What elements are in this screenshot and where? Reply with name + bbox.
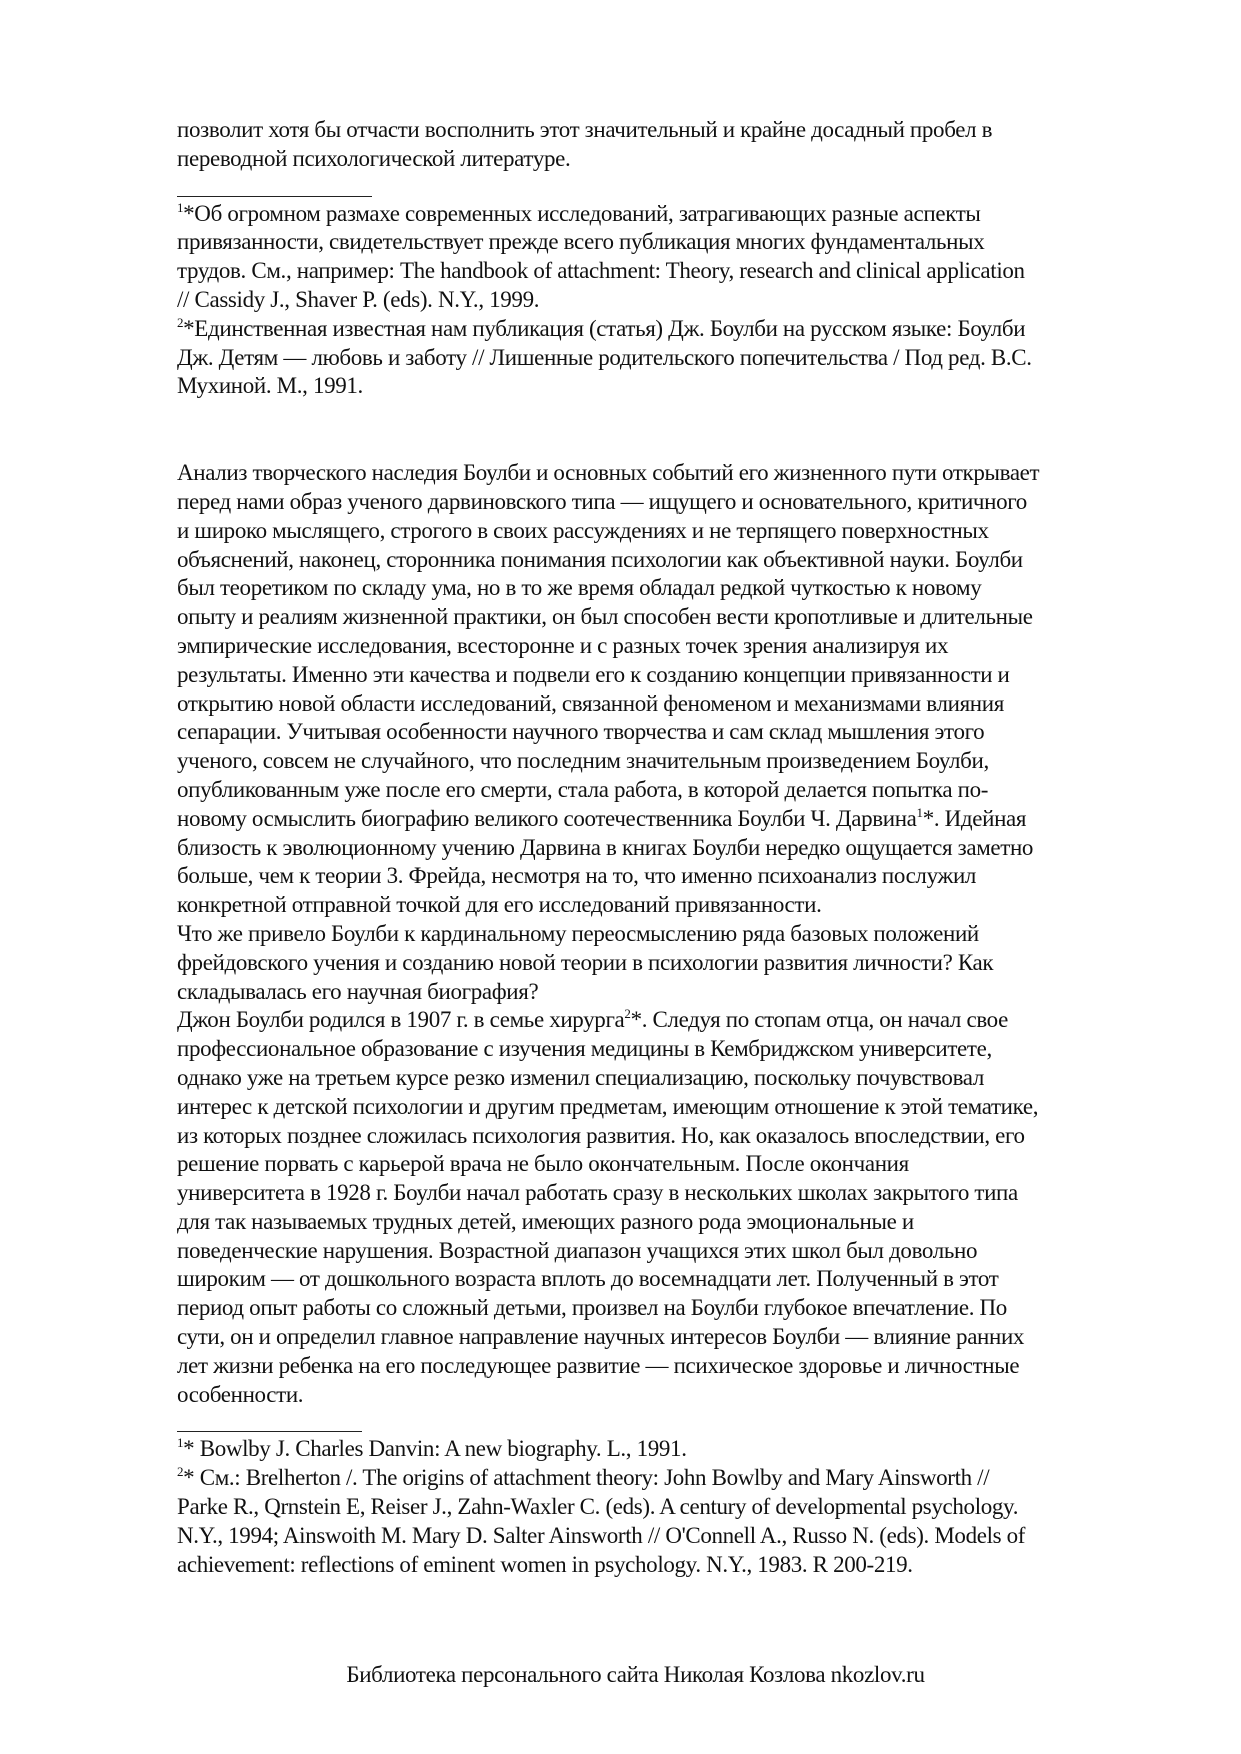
text-line: университета в 1928 г. Боулби начал работать сразу в нескольких школах закрытого типа (177, 1180, 1018, 1206)
footnote-marker: 2 (177, 314, 184, 330)
footnote-separator (177, 1431, 362, 1433)
document-page (177, 116, 1167, 1579)
footnote-marker: 1 (177, 1435, 184, 1451)
footnote-text: трудов. См., например: The handbook of attachment: Theory, research and clinical application (177, 258, 1025, 284)
text-fragment: *. Идейная (922, 805, 1027, 831)
text-line: открытию новой области исследований, связанной феноменом и механизмами влияния (177, 690, 1004, 716)
footnote-text: * Bowlby J. Charles Danvin: A new biography. L., 1991. (183, 1436, 687, 1462)
footnote-text: *Единственная известная нам публикация (статья) Дж. Боулби на русском языке: Боулби (183, 315, 1026, 341)
text-line: больше, чем к теории 3. Фрейда, несмотря на то, что именно психоанализ послужил (177, 863, 977, 889)
footnote-1 (177, 1435, 1167, 1464)
text-line: решение порвать с карьерой врача не было окончательным. После окончания (177, 1151, 909, 1177)
text-line: Что же привело Боулби к кардинальному переосмыслению ряда базовых положений (177, 920, 979, 946)
text-line (177, 1006, 1167, 1035)
text-line: поведенческие нарушения. Возрастной диапазон учащихся этих школ был довольно (177, 1237, 978, 1263)
text-line: близость к эволюционному учению Дарвина в книгах Боулби нередко ощущается заметно (177, 834, 1034, 860)
text-line: интерес к детской психологии и другим предметам, имеющим отношение к этой тематике, (177, 1093, 1039, 1119)
text-line: складывалась его научная биография? (177, 978, 539, 1004)
text-line: широким — от дошкольного возраста вплоть до восемнадцати лет. Полученный в этот (177, 1266, 999, 1292)
text-fragment: новому осмыслить биографию великого соотечественника Боулби Ч. Дарвина (177, 805, 917, 831)
footnote-text: Дж. Детям — любовь и заботу // Лишенные родительского попечительства / Под ред. В.С. (177, 344, 1032, 370)
text-line: сути, он и определил главное направление научных интересов Боулби — влияние ранних (177, 1324, 1025, 1350)
text-line: объяснений, наконец, сторонника понимания психологии как объективной науки. Боулби (177, 546, 1023, 572)
text-line: опубликованным уже после его смерти, стала работа, в которой делается попытка по- (177, 776, 989, 802)
footnote-text: achievement: reflections of eminent women in psychology. N.Y., 1983. R 200-219. (177, 1551, 913, 1577)
text-line: лет жизни ребенка на его последующее развитие — психическое здоровье и личностные (177, 1352, 1020, 1378)
text-line: период опыт работы со сложный детьми, произвел на Боулби глубокое впечатление. По (177, 1295, 1007, 1321)
text-line: эмпирические исследования, всесторонне и с разных точек зрения анализируя их (177, 632, 949, 658)
text-line: ученого, совсем не случайного, что последним значительным произведением Боулби, (177, 748, 989, 774)
footnote-text: *Об огромном размахе современных исследований, затрагивающих разные аспекты (183, 200, 981, 226)
text-line: для так называемых трудных детей, имеющих разного рода эмоциональные и (177, 1208, 914, 1234)
text-line: однако уже на третьем курсе резко изменил специализацию, поскольку почувствовал (177, 1064, 984, 1090)
text-line: позволит хотя бы отчасти восполнить этот значительный и крайне досадный пробел в (177, 117, 993, 142)
body-text (177, 459, 1167, 1409)
text-line: перед нами образ ученого дарвиновского типа — ищущего и основательного, критичного (177, 488, 1027, 514)
footnote-text: Мухиной. М., 1991. (177, 373, 363, 399)
footnotes-top (177, 200, 1167, 402)
text-fragment: *. Следуя по стопам отца, он начал свое (630, 1007, 1008, 1033)
text-line: переводной психологической литературе. (177, 145, 571, 171)
text-line: фрейдовского учения и созданию новой теории в психологии развития личности? Как (177, 949, 994, 975)
text-line: из которых позднее сложилась психология развития. Но, как оказалось впоследствии, его (177, 1122, 1025, 1148)
text-line: был теоретиком по складу ума, но в то же время обладал редкой чуткостью к новому (177, 575, 982, 601)
text-line (177, 805, 1167, 834)
footnote-text: Parke R., Qrnstein E, Reiser J., Zahn-Waxler C. (eds). A century of developmental psychology. (177, 1494, 1019, 1520)
footnote-ref-2[interactable]: 2 (624, 1006, 631, 1022)
text-fragment: Джон Боулби родился в 1907 г. в семье хирурга (177, 1007, 625, 1033)
text-line: сепарации. Учитывая особенности научного творчества и сам склад мышления этого (177, 719, 985, 745)
footnote-marker: 1 (177, 199, 184, 215)
text-line: Анализ творческого наследия Боулби и основных событий его жизненного пути открывает (177, 460, 1040, 486)
footnote-2 (177, 315, 1167, 401)
footnote-ref-1[interactable]: 1 (916, 804, 923, 820)
text-line: особенности. (177, 1381, 304, 1407)
text-line: конкретной отправной точкой для его исследований привязанности. (177, 892, 822, 918)
footnote-separator (177, 196, 372, 198)
text-line: профессиональное образование с изучения медицины в Кембриджском университете, (177, 1036, 992, 1062)
footnote-text: // Cassidy J., Shaver P. (eds). N.Y., 1999. (177, 286, 540, 312)
text-line: и широко мыслящего, строгого в своих рассуждениях и не терпящего поверхностных (177, 517, 989, 543)
footnote-2 (177, 1464, 1167, 1579)
footnotes-bottom (177, 1435, 1167, 1579)
footnote-text: N.Y., 1994; Ainswoith M. Mary D. Salter Ainsworth // O'Connell A., Russo N. (eds). Models of (177, 1522, 1026, 1548)
page-footer: Библиотека персонального сайта Николая Козлова nkozlov.ru (346, 1662, 925, 1687)
text-line: результаты. Именно эти качества и подвели его к созданию концепции привязанности и (177, 661, 1010, 687)
intro-paragraph (177, 116, 1167, 174)
text-line: опыту и реалиям жизненной практики, он был способен вести кропотливые и длительные (177, 604, 1033, 630)
footnote-text: привязанности, свидетельствует прежде всего публикация многих фундаментальных (177, 229, 985, 255)
footnote-text: * См.: Brelherton /. The origins of attachment theory: John Bowlby and Mary Ainsworth // (183, 1465, 990, 1491)
footnote-marker: 2 (177, 1464, 184, 1480)
footnote-1 (177, 200, 1167, 315)
